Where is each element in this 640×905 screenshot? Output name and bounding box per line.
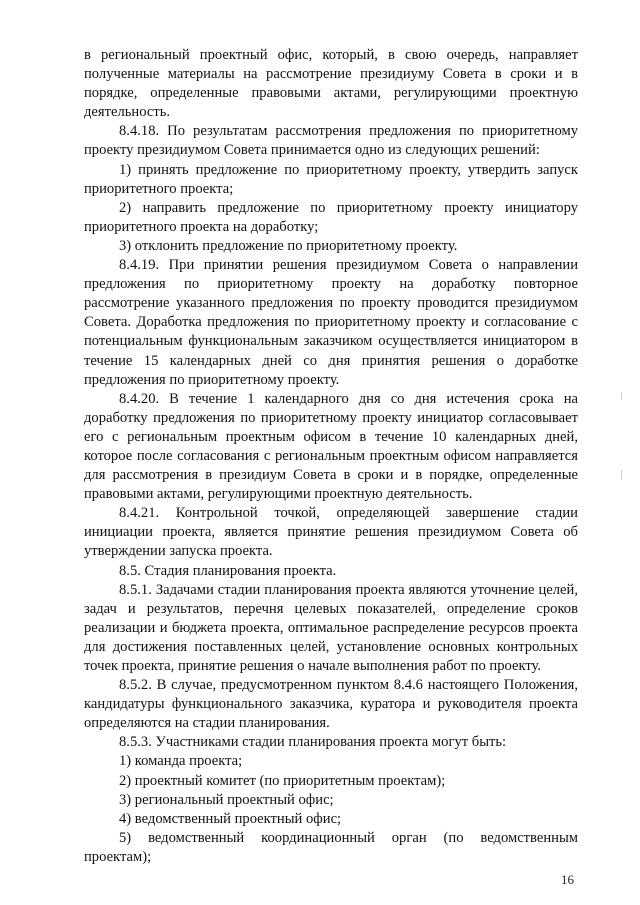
paragraph-p-8-4-20: 8.4.20. В течение 1 календарного дня со дня истечения срока на доработку предложения по приоритетному проекту инициатор согласовывает его с региональным проектным офисом в течение 10 календарных дней, которое после согласования с региональным проектным офисом направляется для рассмотрения в президиум Совета в сроки и в порядке, определенные правовыми актами, регулирующими проектную деятельность. bbox=[84, 390, 578, 503]
scan-margin-mark bbox=[621, 392, 622, 399]
paragraph-p-8-5-3-2: 2) проектный комитет (по приоритетным проектам); bbox=[119, 772, 446, 789]
paragraph-p-8-5-3-3: 3) региональный проектный офис; bbox=[119, 791, 334, 808]
paragraph-p-8-4-18-2: 2) направить предложение по приоритетному проекту инициатору приоритетного проекта на доработку; bbox=[84, 199, 578, 235]
paragraph-p-8-4-18-3: 3) отклонить предложение по приоритетному проекту. bbox=[119, 237, 458, 254]
paragraph-p-8-4-18: 8.4.18. По результатам рассмотрения предложения по приоритетному проекту президиумом Совета принимается одно из следующих решений: bbox=[84, 123, 578, 159]
paragraph-p-8-5-3-4: 4) ведомственный проектный офис; bbox=[119, 810, 342, 827]
paragraph-p-8-5-3-1: 1) команда проекта; bbox=[119, 753, 243, 770]
paragraph-p-8-4-18-1: 1) принять предложение по приоритетному проекту, утвердить запуск приоритетного проекта; bbox=[84, 161, 578, 197]
paragraph-p-continuation: в региональный проектный офис, который, в свою очередь, направляет полученные материалы на рассмотрение президиуму Совета в сроки и в порядке, определенные правовыми актами, регулирующими проектную деятельность. bbox=[84, 47, 578, 121]
paragraph-p-8-4-19: 8.4.19. При принятии решения президиумом Совета о направлении предложения по приоритетному проекту на доработку повторное рассмотрение указанного предложения по проекту проводится президиумом Совета. Доработка предложения по приоритетному проекту и согласование с потенциальным функциональным заказчиком осуществляется инициатором в течение 15 календарных дней со дня принятия решения о доработке предложения по приоритетному проекту. bbox=[84, 257, 578, 388]
scan-margin-mark bbox=[621, 470, 622, 479]
page-number: 16 bbox=[561, 872, 574, 887]
paragraph-p-8-5-2: 8.5.2. В случае, предусмотренном пунктом 8.4.6 настоящего Положения, кандидатуры функционального заказчика, куратора и руководителя проекта определяются на стадии планирования. bbox=[84, 677, 578, 732]
paragraph-p-8-5: 8.5. Стадия планирования проекта. bbox=[119, 562, 337, 579]
paragraph-p-8-5-3: 8.5.3. Участниками стадии планирования проекта могут быть: bbox=[119, 734, 507, 751]
paragraph-p-8-5-3-5: 5) ведомственный координационный орган (по ведомственным проектам); bbox=[84, 829, 578, 865]
paragraph-p-8-5-1: 8.5.1. Задачами стадии планирования проекта являются уточнение целей, задач и результатов, перечня целевых показателей, определение сроков реализации и бюджета проекта, оптимальное распределение ресурсов проекта для достижения поставленных целей, установление основных контрольных точек проекта, принятие решения о начале выполнения работ по проекту. bbox=[84, 581, 578, 674]
paragraph-p-8-4-21: 8.4.21. Контрольной точкой, определяющей завершение стадии инициации проекта, является принятие решения президиумом Совета об утверждении запуска проекта. bbox=[84, 505, 578, 560]
document-body bbox=[84, 46, 578, 867]
